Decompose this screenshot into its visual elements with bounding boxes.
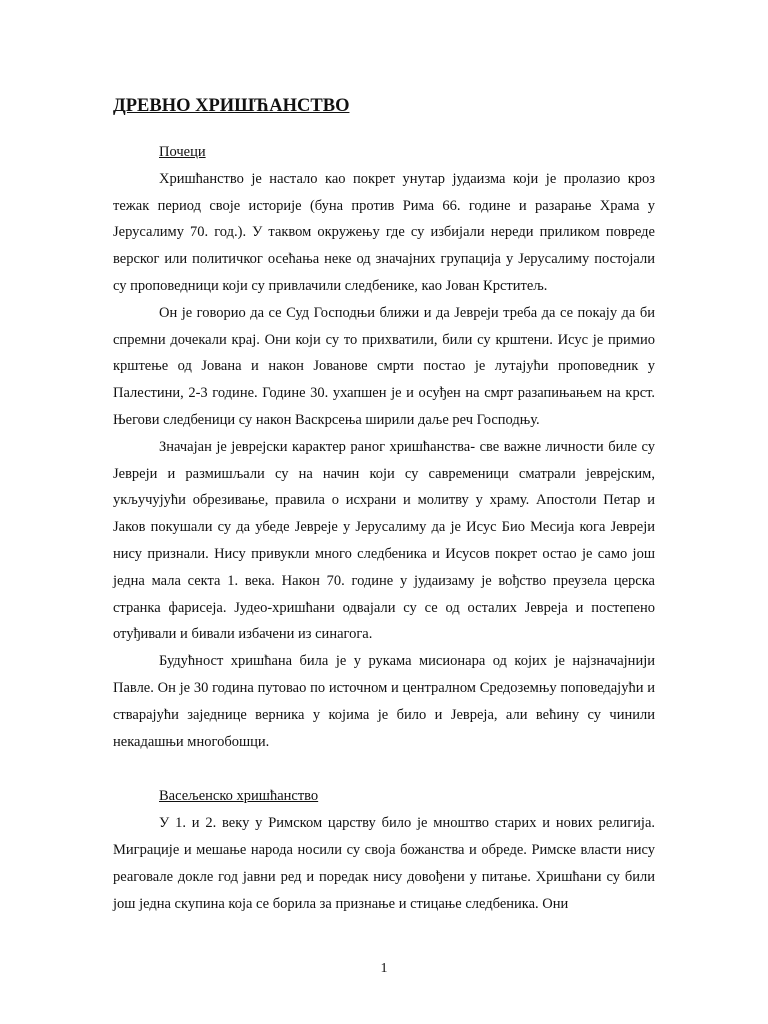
document-body — [113, 93, 655, 917]
section-heading-ecumenical-christianity: Васељенско хришћанство — [159, 788, 319, 805]
paragraph: Хришћанство је настало као покрет унутар јудаизма који је пролазио кроз тежак период своје историје (буна против Рима 66. године и разарање Храма у Јерусалиму 70. год.). У таквом окружењу где су избијали нереди приликом повреде верског или политичког осећања неке од значајних групација у Јерусалиму постојали су проповедници који су привлачили следбенике, као Јован Крститељ. — [113, 170, 655, 294]
section-heading-beginnings: Почеци — [159, 144, 206, 160]
paragraph: Будућност хришћана била је у рукама мисионара од којих је најзначајнији Павле. Он је 30 година путовао по источном и централном Средоземњу поповедајући и стварајући заједнице верника у којима је било и Јевреја, али већину су чинили некадашњи многобошци. — [113, 653, 655, 750]
paragraph: Он је говорио да се Суд Господњи ближи и да Јевреји треба да се покају да би спремни дочекали крај. Они који су то прихватили, били су крштени. Исус је примио крштење од Јована и након Јованове смрти постао је лутајући проповедник у Палестини, 2-3 године. Године 30. ухапшен је и осуђен на смрт разапињањем на крст. Његови следбеници су након Васкрсења ширили даље реч Господњу. — [113, 304, 655, 428]
paragraph: У 1. и 2. веку у Римском царству било је мноштво старих и нових религија. Миграције и мешање народа носили су своја божанства и обреде. Римске власти нису реаговале докле год јавни ред и поредак нису довођени у питање. Хришћани су били још једна скупина која се борила за признање и стицање следбеника. Они — [113, 815, 655, 912]
page-number: 1 — [380, 961, 388, 976]
paragraph: Значајан је јеврејски карактер раног хришћанства- све важне личности биле су Јевреји и размишљали су на начин који су савременици сматрали јеврејским, укључујући обрезивање, правила о исхрани и молитву у храму. Апостоли Петар и Јаков покушали су да убеде Јевреје у Јерусалиму да је Исус Био Месија кога Јевреји нису признали. Нису привукли много следбеника и Исусов покрет остао је само још једна мала секта 1. века. Након 70. године у јудаизаму је вођство преузела церска странка фарисеја. Јудео-хришћани одвајали су се од осталих Јевреја и постепено отуђивали и бивали избачени из синагога. — [113, 438, 655, 643]
document-title: ДРЕВНО ХРИШЋАНСТВО — [113, 96, 350, 116]
